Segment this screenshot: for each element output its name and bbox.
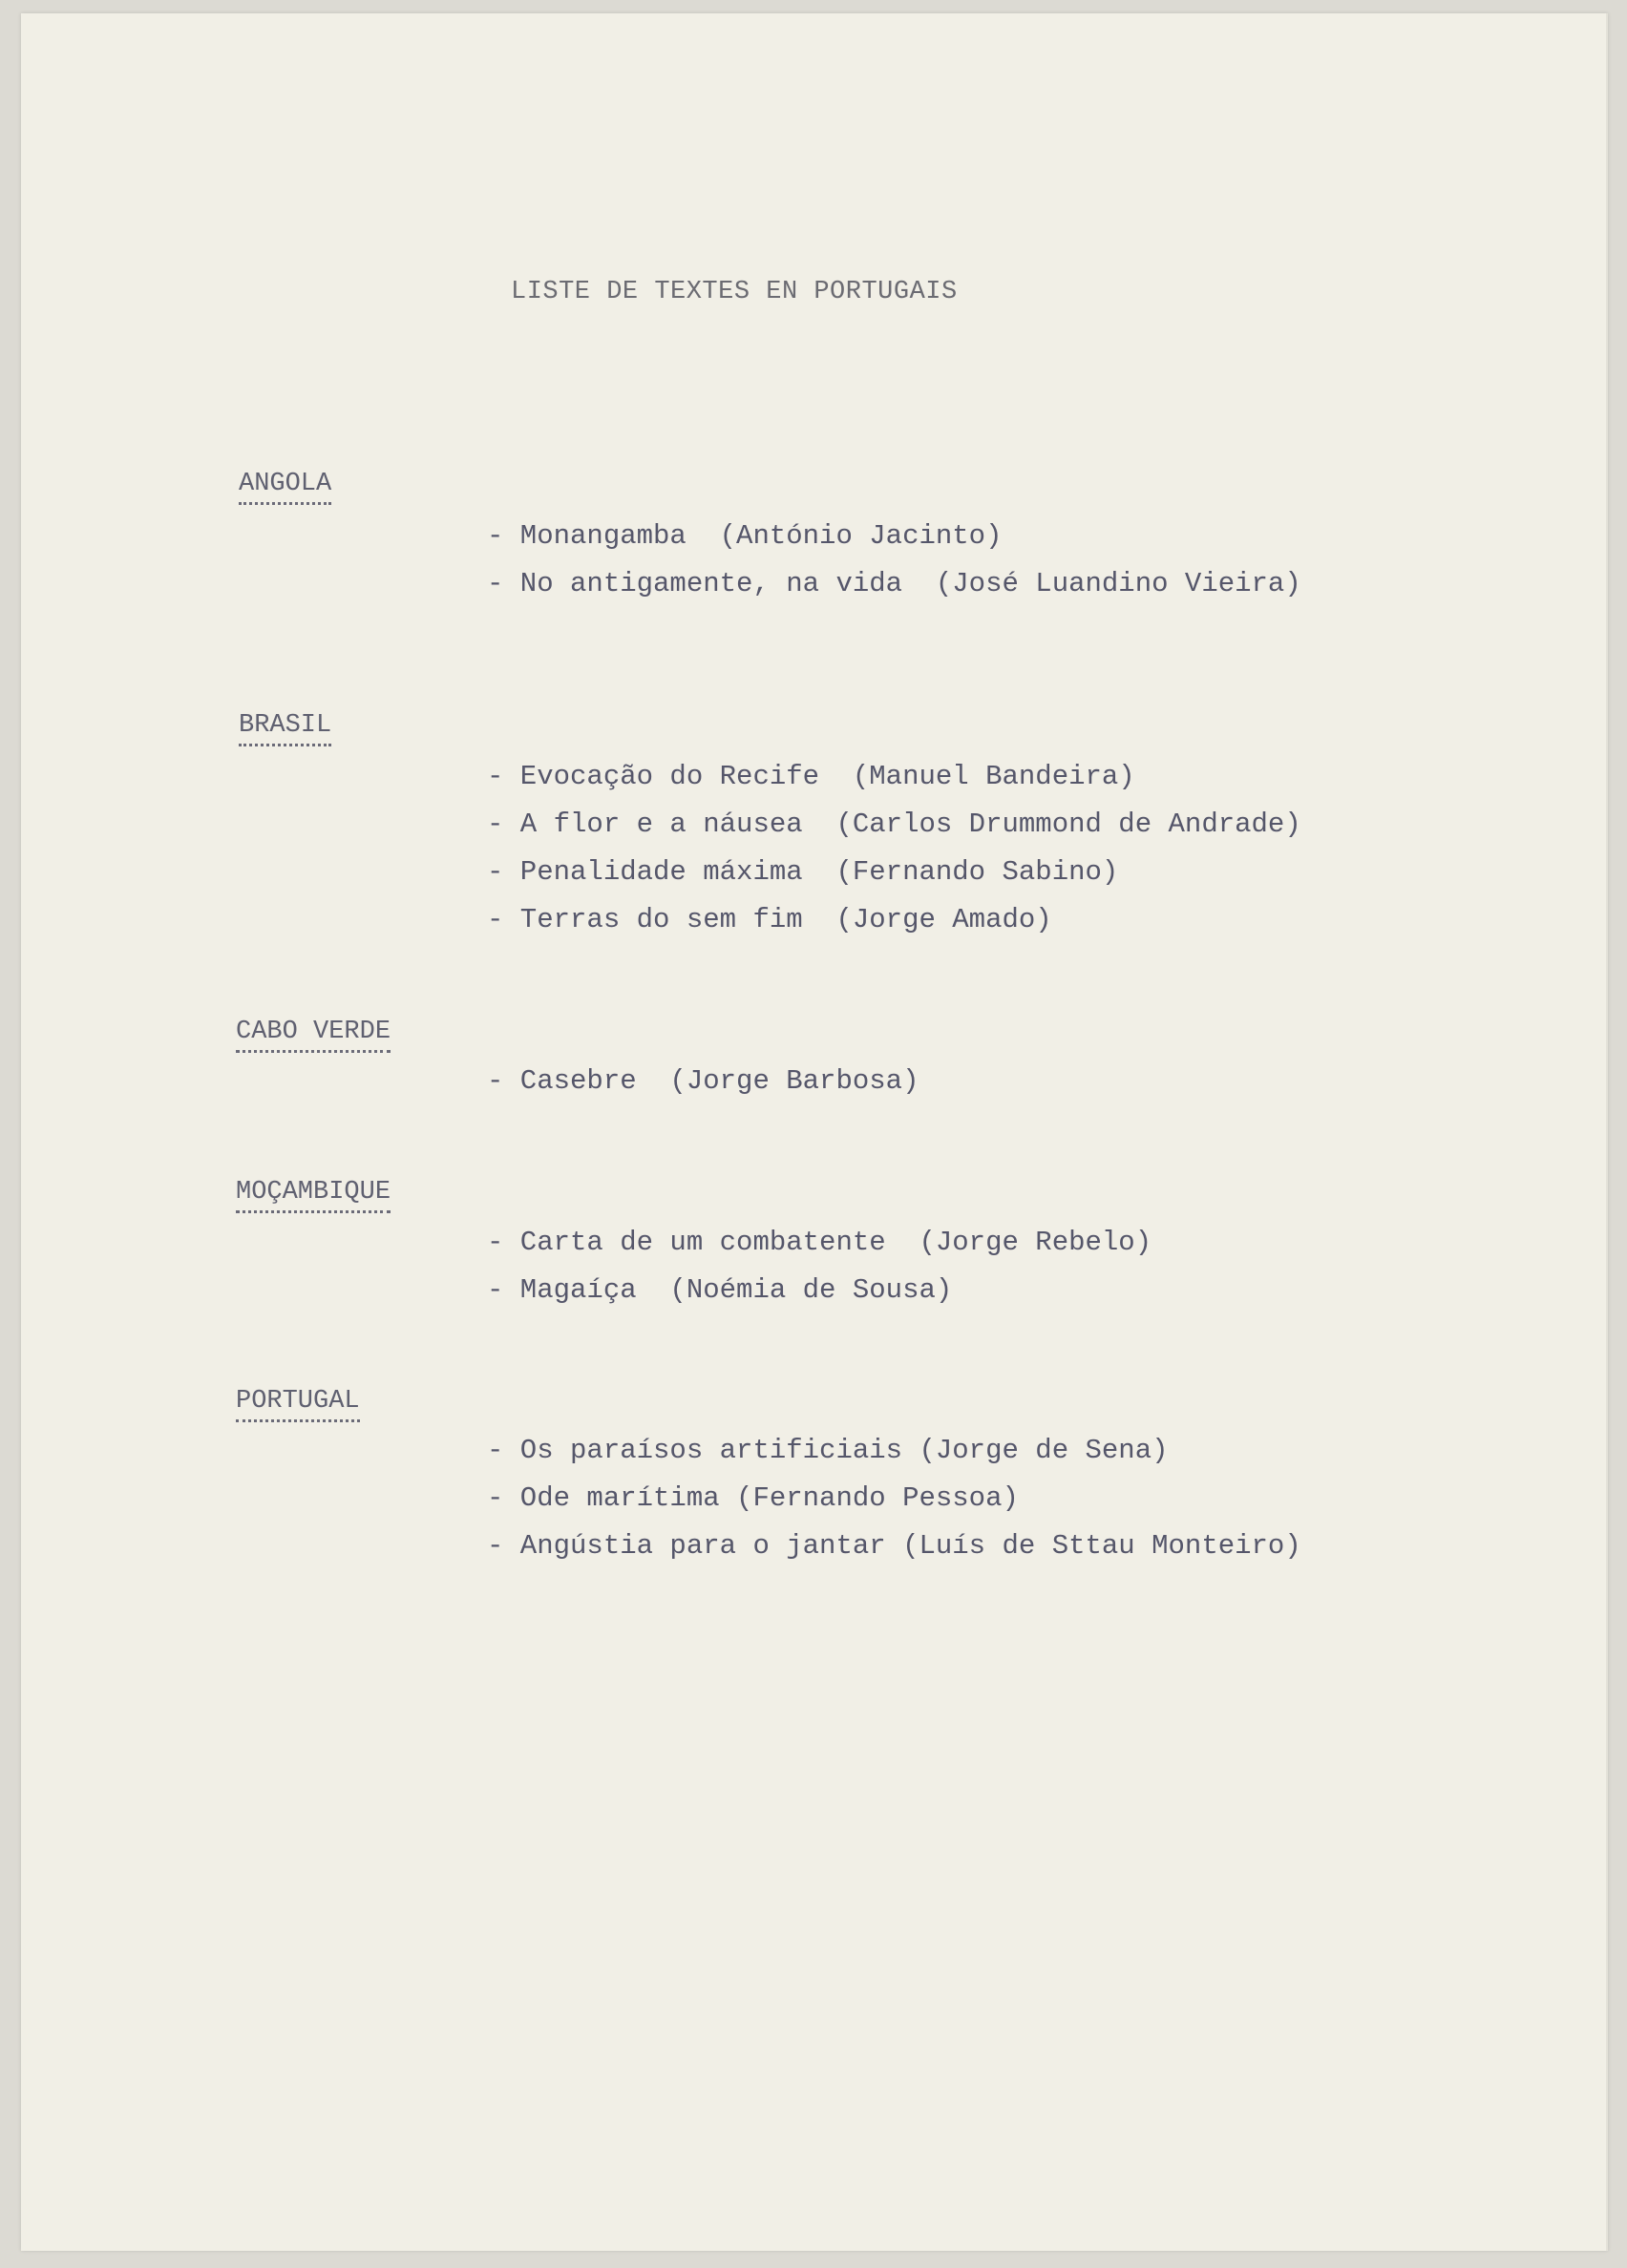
list-item: - Monangamba (António Jacinto) <box>487 520 1003 552</box>
section-heading-angola: ANGOLA <box>239 468 331 505</box>
section-heading-cabo-verde: CABO VERDE <box>236 1016 391 1053</box>
list-item: - A flor e a náusea (Carlos Drummond de Andrade) <box>487 808 1301 840</box>
section-heading-portugal: PORTUGAL <box>236 1385 360 1422</box>
list-item: - Angústia para o jantar (Luís de Sttau Monteiro) <box>487 1530 1301 1562</box>
section-heading-brasil: BRASIL <box>239 709 331 746</box>
list-item: - Penalidade máxima (Fernando Sabino) <box>487 856 1119 888</box>
list-item: - Carta de um combatente (Jorge Rebelo) <box>487 1227 1152 1258</box>
section-heading-mocambique: MOÇAMBIQUE <box>236 1176 391 1213</box>
list-item: - Terras do sem fim (Jorge Amado) <box>487 904 1052 935</box>
list-item: - No antigamente, na vida (José Luandino Vieira) <box>487 568 1301 599</box>
list-item: - Casebre (Jorge Barbosa) <box>487 1065 919 1097</box>
document-page <box>21 13 1608 2251</box>
document-title: LISTE DE TEXTES EN PORTUGAIS <box>511 278 958 306</box>
list-item: - Evocação do Recife (Manuel Bandeira) <box>487 761 1135 792</box>
list-item: - Os paraísos artificiais (Jorge de Sena) <box>487 1435 1169 1466</box>
list-item: - Magaíça (Noémia de Sousa) <box>487 1274 953 1306</box>
list-item: - Ode marítima (Fernando Pessoa) <box>487 1482 1019 1514</box>
